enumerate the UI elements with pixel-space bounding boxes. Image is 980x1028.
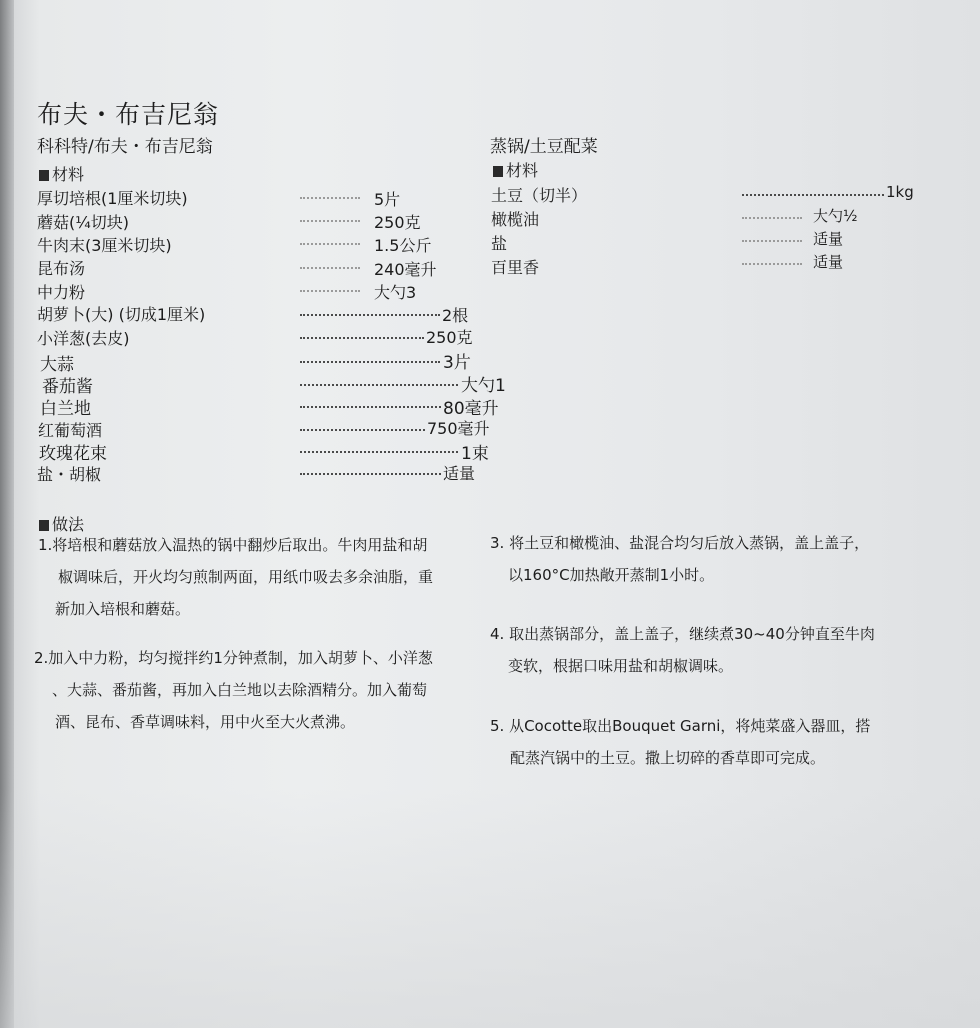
step-line: 配蒸汽锅中的土豆。撒上切碎的香草即可完成。 (510, 749, 826, 767)
method-step (38, 529, 433, 625)
step-line: 2.加入中力粉，均匀搅拌约1分钟煮制，加入胡萝卜、小洋葱 (34, 649, 433, 667)
step-line: 新加入培根和蘑菇。 (55, 600, 191, 618)
ingredient-name: 橄榄油 (491, 210, 540, 229)
leader-dots (300, 314, 440, 316)
step-line: 3. 将土豆和橄榄油、盐混合均匀后放入蒸锅，盖上盖子， (490, 534, 870, 552)
step-line: 椒调味后，开火均匀煎制两面，用纸巾吸去多余油脂，重 (58, 568, 434, 586)
leader-dots (300, 451, 458, 453)
ingredient-amount: 750毫升 (427, 419, 490, 438)
step-line: 变软，根据口味用盐和胡椒调味。 (508, 657, 734, 675)
method-step (490, 527, 869, 591)
leader-dots (300, 337, 424, 339)
ingredient-name: 土豆（切半） (491, 186, 588, 205)
ingredient-amount: 1kg (886, 183, 914, 201)
page-bottom-shadow (0, 788, 980, 1028)
ingredient-name: 玫瑰花束 (39, 444, 107, 464)
ingredient-amount: 250克 (426, 328, 473, 347)
ingredient-amount: 80毫升 (443, 399, 499, 419)
ingredient-name: 番茄酱 (42, 377, 93, 397)
ingredient-amount: 大勺3 (374, 283, 417, 302)
ingredient-name: 牛肉末(3厘米切块) (37, 236, 172, 255)
left-subtitle: 科科特/布夫・布吉尼翁 (37, 137, 213, 157)
ingredient-name: 厚切培根(1厘米切块) (37, 189, 188, 208)
leader-dots (742, 217, 802, 219)
leader-dots (300, 220, 360, 222)
leader-dots (300, 429, 425, 431)
left-materials-header: 材料 (39, 162, 84, 185)
ingredient-name: 昆布汤 (37, 259, 86, 278)
step-line: 4. 取出蒸锅部分，盖上盖子，继续煮30~40分钟直至牛肉 (490, 625, 875, 643)
ingredient-amount: 大勺1 (461, 376, 506, 396)
method-step (490, 710, 870, 774)
step-line: 1.将培根和蘑菇放入温热的锅中翻炒后取出。牛肉用盐和胡 (38, 536, 428, 554)
ingredient-name: 百里香 (491, 258, 540, 277)
leader-dots (300, 243, 360, 245)
ingredient-name: 盐・胡椒 (37, 465, 102, 484)
ingredient-amount: 5片 (374, 190, 401, 209)
leader-dots (300, 361, 440, 363)
ingredient-name: 胡萝卜(大) (切成1厘米) (37, 305, 206, 324)
right-subtitle: 蒸锅/土豆配菜 (490, 137, 598, 157)
method-step (34, 642, 433, 738)
method-header: 做法 (39, 512, 84, 535)
ingredient-amount: 1.5公斤 (374, 236, 432, 255)
ingredient-name: 红葡萄酒 (38, 421, 103, 440)
ingredient-amount: 适量 (813, 230, 844, 248)
leader-dots (300, 384, 458, 386)
ingredient-name: 盐 (491, 234, 508, 253)
ingredient-amount: 大勺½ (813, 207, 858, 225)
ingredient-amount: 适量 (813, 253, 844, 271)
page-title: 布夫・布吉尼翁 (37, 100, 220, 129)
ingredient-name: 蘑菇(¼切块) (37, 213, 129, 232)
ingredient-name: 中力粉 (37, 283, 86, 302)
ingredient-amount: 250克 (374, 213, 421, 232)
method-step (490, 618, 875, 682)
step-line: 以160°C加热敞开蒸制1小时。 (508, 566, 715, 584)
ingredient-name: 白兰地 (40, 399, 91, 419)
ingredient-name: 大蒜 (40, 355, 74, 375)
ingredient-name: 小洋葱(去皮) (37, 329, 130, 348)
ingredient-amount: 2根 (442, 306, 469, 325)
ingredient-amount: 3片 (443, 353, 471, 373)
leader-dots (300, 267, 360, 269)
right-materials-header: 材料 (493, 158, 538, 181)
leader-dots (300, 406, 441, 408)
leader-dots (300, 290, 360, 292)
leader-dots (742, 194, 884, 196)
step-line: 5. 从Cocotte取出Bouquet Garni，将炖菜盛入器皿，搭 (490, 717, 871, 735)
leader-dots (300, 473, 441, 475)
step-line: 、大蒜、番茄酱，再加入白兰地以去除酒精分。加入葡萄 (52, 681, 428, 699)
leader-dots (742, 263, 802, 265)
leader-dots (300, 197, 360, 199)
ingredient-amount: 适量 (443, 464, 476, 483)
ingredient-amount: 240毫升 (374, 260, 437, 279)
ingredient-amount: 1束 (461, 444, 489, 464)
leader-dots (742, 240, 802, 242)
step-line: 酒、昆布、香草调味料，用中火至大火煮沸。 (55, 713, 356, 731)
